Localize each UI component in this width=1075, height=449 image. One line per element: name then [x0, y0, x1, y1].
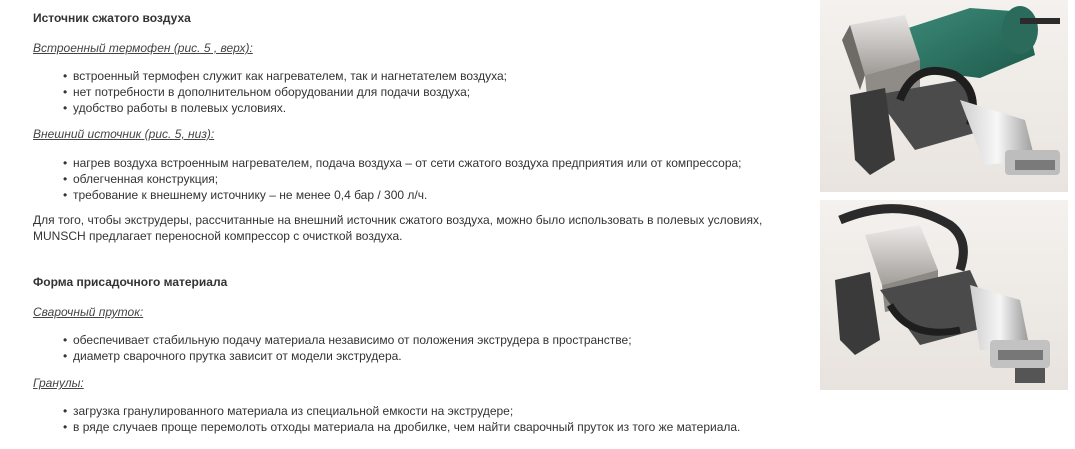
list-item: • обеспечивает стабильную подачу материала независимо от положения экструдера в пространстве; [63, 333, 632, 347]
bullet-icon: • [63, 349, 68, 363]
bullet-icon: • [63, 69, 68, 83]
bullet-icon: • [63, 172, 68, 186]
list-item: • требование к внешнему источнику – не менее 0,4 бар / 300 л/ч. [63, 188, 428, 202]
bullet-list-built-in [33, 68, 507, 116]
bullet-icon: • [63, 420, 68, 434]
section-heading-air-source: Источник сжатого воздуха [33, 11, 191, 25]
list-item: • удобство работы в полевых условиях. [63, 101, 287, 115]
paragraph-compressor: Для того, чтобы экструдеры, рассчитанные на внешний источник сжатого воздуха, можно было использовать в полевых условиях, MUNSCH предлагает переносной компрессор с очисткой воздуха. [33, 213, 763, 243]
list-item: • загрузка гранулированного материала из специальной емкости на экструдере; [63, 404, 514, 418]
bullet-list-granules [33, 403, 740, 435]
bullet-icon: • [63, 404, 68, 418]
list-item: • нет потребности в дополнительном оборудовании для подачи воздуха; [63, 85, 471, 99]
bullet-icon: • [63, 333, 68, 347]
bullet-list-external [33, 155, 742, 203]
subheading-external-source[interactable]: Внешний источник (рис. 5, низ): [33, 127, 215, 141]
subheading-granules[interactable]: Гранулы: [33, 376, 84, 390]
subheading-built-in-blower[interactable]: Встроенный термофен (рис. 5 , верх): [33, 41, 253, 55]
list-item: • в ряде случаев проще перемолоть отходы материала на дробилке, чем найти сварочный пруток из того же материала. [63, 420, 741, 434]
extruder-photo-bottom [820, 200, 1068, 390]
bullet-icon: • [63, 156, 68, 170]
bullet-icon: • [63, 85, 68, 99]
subheading-welding-rod[interactable]: Сварочный пруток: [33, 305, 144, 319]
bullet-icon: • [63, 188, 68, 202]
list-item: • встроенный термофен служит как нагревателем, так и нагнетателем воздуха; [63, 69, 507, 83]
section-heading-filler-material: Форма присадочного материала [33, 275, 228, 289]
extruder-photo-top [820, 0, 1068, 192]
list-item: • облегченная конструкция; [63, 172, 219, 186]
bullet-icon: • [63, 101, 68, 115]
list-item: • диаметр сварочного прутка зависит от модели экструдера. [63, 349, 402, 363]
bullet-list-rod [33, 332, 632, 364]
list-item: • нагрев воздуха встроенным нагревателем, подача воздуха – от сети сжатого воздуха предприятия или от компрессора; [63, 156, 742, 170]
